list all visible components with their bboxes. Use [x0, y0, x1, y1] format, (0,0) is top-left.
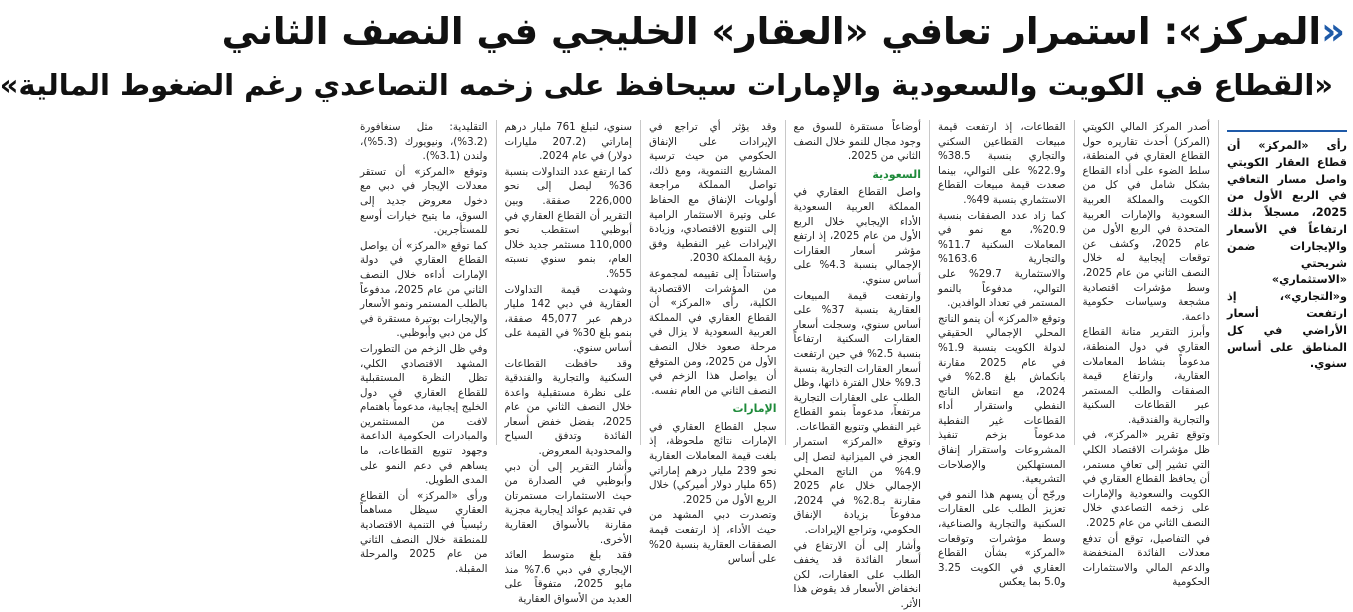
paragraph: سجل القطاع العقاري في الإمارات نتائج ملحوظة، إذ بلغت قيمة المعاملات العقارية نحو 239 مليار درهم إماراتي (65 مليار دولار أميركي) خلال الربع الأول من 2025. — [649, 420, 777, 506]
paragraph: وتوقع «المركز» أن تستقر معدلات الإيجار في دبي مع دخول معروض جديد إلى السوق، ما يتيح خيارات أوسع للمستأجرين. — [360, 165, 488, 237]
paragraph: وقد يؤثر أي تراجع في الإيرادات على الإنفاق الحكومي من حيث ترسية المشاريع التنموية، ومع ذلك، تواصل المملكة مراجعة أولويات الإنفاق مع الحفاظ على وتيرة الاستثمار الرامية إلى التنويع الاقتصادي، وزيادة الإيرادات غير النفطية وفق رؤية المملكة 2030. — [649, 121, 777, 265]
paragraph: كما زاد عدد الصفقات بنسبة 20.9%، مع نمو في المعاملات السكنية 11.7% والتجارية 163.6% والاستثمارية 29.7% على التوالي، مدفوعاً بالنمو المستمر في تعداد الوافدين. — [938, 209, 1066, 310]
column-divider — [496, 120, 497, 445]
section-heading-uae: الإمارات — [732, 402, 777, 416]
paragraph: واصل القطاع العقاري في المملكة العربية السعودية الأداء الإيجابي خلال الربع الأول من عام 2025، إذ ارتفع مؤشر أسعار العقارات الإجمالي بنسبة 4.3% على أساس سنوي. — [793, 186, 921, 286]
paragraph: التقليدية: مثل سنغافورة (3.2%)، ونيويورك (5.3%)، ولندن (3.1%). — [360, 121, 488, 163]
headline — [221, 6, 1345, 58]
headline-quote-mark: « — [1321, 10, 1345, 53]
article-column-6 — [360, 120, 488, 575]
paragraph: أوضاعاً مستقرة للسوق مع وجود مجال للنمو خلال النصف الثاني من 2025. — [793, 121, 921, 163]
paragraph: القطاعات، إذ ارتفعت قيمة مبيعات القطاعين السكني والتجاري بنسبة 38.5% و22.9% على التوالي، بينما صعدت قيمة مبيعات القطاع الاستثماري بنسبة 49%. — [938, 121, 1066, 206]
lead-summary-text: رأى «المركز» أن قطاع العقار الكويتي واصل مسار التعافي في الربع الأول من 2025، مسجلاً بذلك ارتفاعاً في الأسعار والإيجارات ضمن شريحتي «الاستثماري» و«التجاري»، إذ ارتفعت أسعار الأراضي في كل المناطق على أساس سنوي. — [1227, 139, 1347, 371]
paragraph: وارتفعت قيمة المبيعات العقارية بنسبة 37% على أساس سنوي، وسجلت أسعار العقارات السكنية ارتفاعاً بنسبة 2.5% في حين ارتفعت أسعار العقارات التجارية بنسبة 9.3% خلال الفترة ذاتها، وظل الطلب على العقارات التجارية مرتفعاً، مدعوماً بنمو القطاع غير النفطي وتنويع القطاعات. — [793, 289, 922, 433]
article-column-5 — [504, 120, 633, 605]
lead-summary-box — [1227, 120, 1347, 445]
article-column-1 — [1082, 120, 1211, 589]
column-divider — [1218, 120, 1219, 445]
paragraph: كما توقع «المركز» أن يواصل القطاع العقاري في دولة الإمارات أداءه خلال النصف الثاني من عام 2025، مدفوعاً بالطلب المستمر ونمو الأسعار والإيجارات بوتيرة مستقرة في كل من دبي وأبوظبي. — [360, 239, 488, 340]
lead-rule — [1227, 130, 1347, 132]
paragraph: وقد حافظت القطاعات السكنية والتجارية والفندقية على نظرة مستقبلية واعدة خلال النصف الثاني من عام 2025، بفضل خفض أسعار الفائدة وتدفق السياح والمحدودية المعروض. — [504, 357, 632, 458]
paragraph: وتوقع «المركز» استمرار العجز في الميزانية لتصل إلى 4.9% من الناتج المحلي الإجمالي خلال عام 2025 مقارنة بـ2.8% في 2024، مدفوعاً بزيادة الإنفاق الحكومي، وتراجع الإيرادات. — [793, 436, 921, 537]
article-column-3 — [793, 120, 922, 610]
paragraph: ورأى «المركز» أن القطاع العقاري سيظل مساهماً رئيسياً في التنمية الاقتصادية للمنطقة خلال النصف الثاني من عام 2025 والمرحلة المقبلة. — [360, 489, 488, 575]
article-columns — [360, 120, 1347, 610]
paragraph: وأشار إلى أن الارتفاع في أسعار الفائدة قد يخفف الطلب على العقارات، لكن انخفاض الأسعار قد يقوض هذا الأثر. — [793, 539, 921, 610]
column-divider — [640, 120, 641, 445]
paragraph: كما ارتفع عدد التداولات بنسبة 36% ليصل إلى نحو 226,000 صفقة. وبين التقرير أن القطاع العقاري في أبوظبي استقطب نحو 110,000 مستثمر جديد خلال العام، بنمو سنوي نسبته 55%. — [504, 165, 632, 280]
paragraph: سنوي، لتبلغ 761 مليار درهم إماراتي (207.2 مليارات دولار) في عام 2024. — [504, 121, 632, 163]
paragraph: أصدر المركز المالي الكويتي (المركز) أحدث تقاريره حول القطاع العقاري في المنطقة، سلط الضوء على أداء القطاع بشكل شامل في كل من الكويت والمملكة العربية السعودية والإمارات العربية المتحدة في الربع الأول من عام 2025، وكشف عن توقعات إيجابية له خلال النصف الثاني من عام 2025، وسط مؤشرات اقتصادية مشجعة وسياسات حكومية داعمة. — [1082, 121, 1210, 323]
column-divider — [929, 120, 930, 445]
subheadline: «القطاع في الكويت والسعودية والإمارات سيحافظ على زخمه التصاعدي رغم الضغوط المالية» — [0, 68, 1333, 102]
paragraph: وفي ظل الزخم من التطورات المشهد الاقتصادي الكلي، تظل النظرة المستقبلية للقطاع العقاري في دول الخليج إيجابية، مدعوماً باهتمام لافت من المستثمرين والمبادرات الحكومية الداعمة وجهود تنويع القطاعات، ما يساهم في دعم النمو على المدى الطويل. — [360, 342, 488, 487]
section-heading-saudi: السعودية — [872, 167, 921, 181]
paragraph: فقد بلغ متوسط العائد الإيجاري في دبي 7.6% منذ مايو 2025، متفوقاً على العديد من الأسواق العقارية — [504, 549, 632, 605]
column-divider — [1074, 120, 1075, 445]
paragraph: وتصدرت دبي المشهد من حيث الأداء، إذ ارتفعت قيمة الصفقات العقارية بنسبة 20% على أساس — [649, 509, 777, 566]
paragraph: واستناداً إلى تقييمه لمجموعة من المؤشرات الاقتصادية الكلية، رأى «المركز» أن القطاع العقاري في المملكة العربية السعودية لا يزال في مرحلة صعود خلال النصف الأول من 2025، ومن المتوقع أن يواصل هذا الزخم في النصف الثاني من العام نفسه. — [649, 267, 777, 397]
paragraph: وأبرز التقرير متانة القطاع العقاري في دول المنطقة، مدعوماً بنشاط المعاملات العقارية، وارتفاع قيمة الصفقات والطلب المستمر عبر القطاعات السكنية والتجارية والفندقية. — [1082, 326, 1210, 426]
headline-text: المركز»: استمرار تعافي «العقار» الخليجي في النصف الثاني — [221, 10, 1322, 53]
article-column-4 — [649, 120, 777, 566]
paragraph: وتوقع تقرير «المركز»، في ظل مؤشرات الاقتصاد الكلي التي تشير إلى تعافٍ مستمر، أن يحافظ القطاع العقاري في الكويت والسعودية والإمارات على زخمه التصاعدي خلال النصف الثاني من عام 2025. — [1082, 429, 1210, 530]
paragraph: ورجّح أن يسهم هذا النمو في تعزيز الطلب على العقارات السكنية والتجارية والصناعية، وسط مؤشرات وتوقعات «المركز» بشأن القطاع العقاري في الكويت 3.25 و5.0 بما يعكس — [938, 488, 1066, 589]
paragraph: وشهدت قيمة التداولات العقارية في دبي 142 مليار درهم عبر 45,077 صفقة، بنمو بلغ 30% في القيمة على أساس سنوي. — [504, 283, 633, 354]
paragraph: وأشار التقرير إلى أن دبي وأبوظبي في الصدارة من حيث الاستثمارات مستمرتان في تقديم عوائد إيجارية مجزية مقارنة بالأسواق العقارية الأخرى. — [504, 460, 632, 546]
article-column-2 — [938, 120, 1066, 589]
paragraph: وتوقع «المركز» أن ينمو الناتج المحلي الإجمالي الحقيقي لدولة الكويت بنسبة 1.9% في عام 2025 مقارنة بانكماش بلغ 2.8% في 2024، مع انتعاش الناتج النفطي واستقرار أداء القطاعات غير النفطية مدعوماً بزخم تنفيذ المشروعات واستقرار إنفاق المستهلكين والإصلاحات التشريعية. — [938, 312, 1066, 486]
paragraph: في التفاصيل، توقع أن تدفع معدلات الفائدة المنخفضة والدعم المالي والاستثمارات الحكومية — [1082, 532, 1210, 589]
column-divider — [785, 120, 786, 445]
